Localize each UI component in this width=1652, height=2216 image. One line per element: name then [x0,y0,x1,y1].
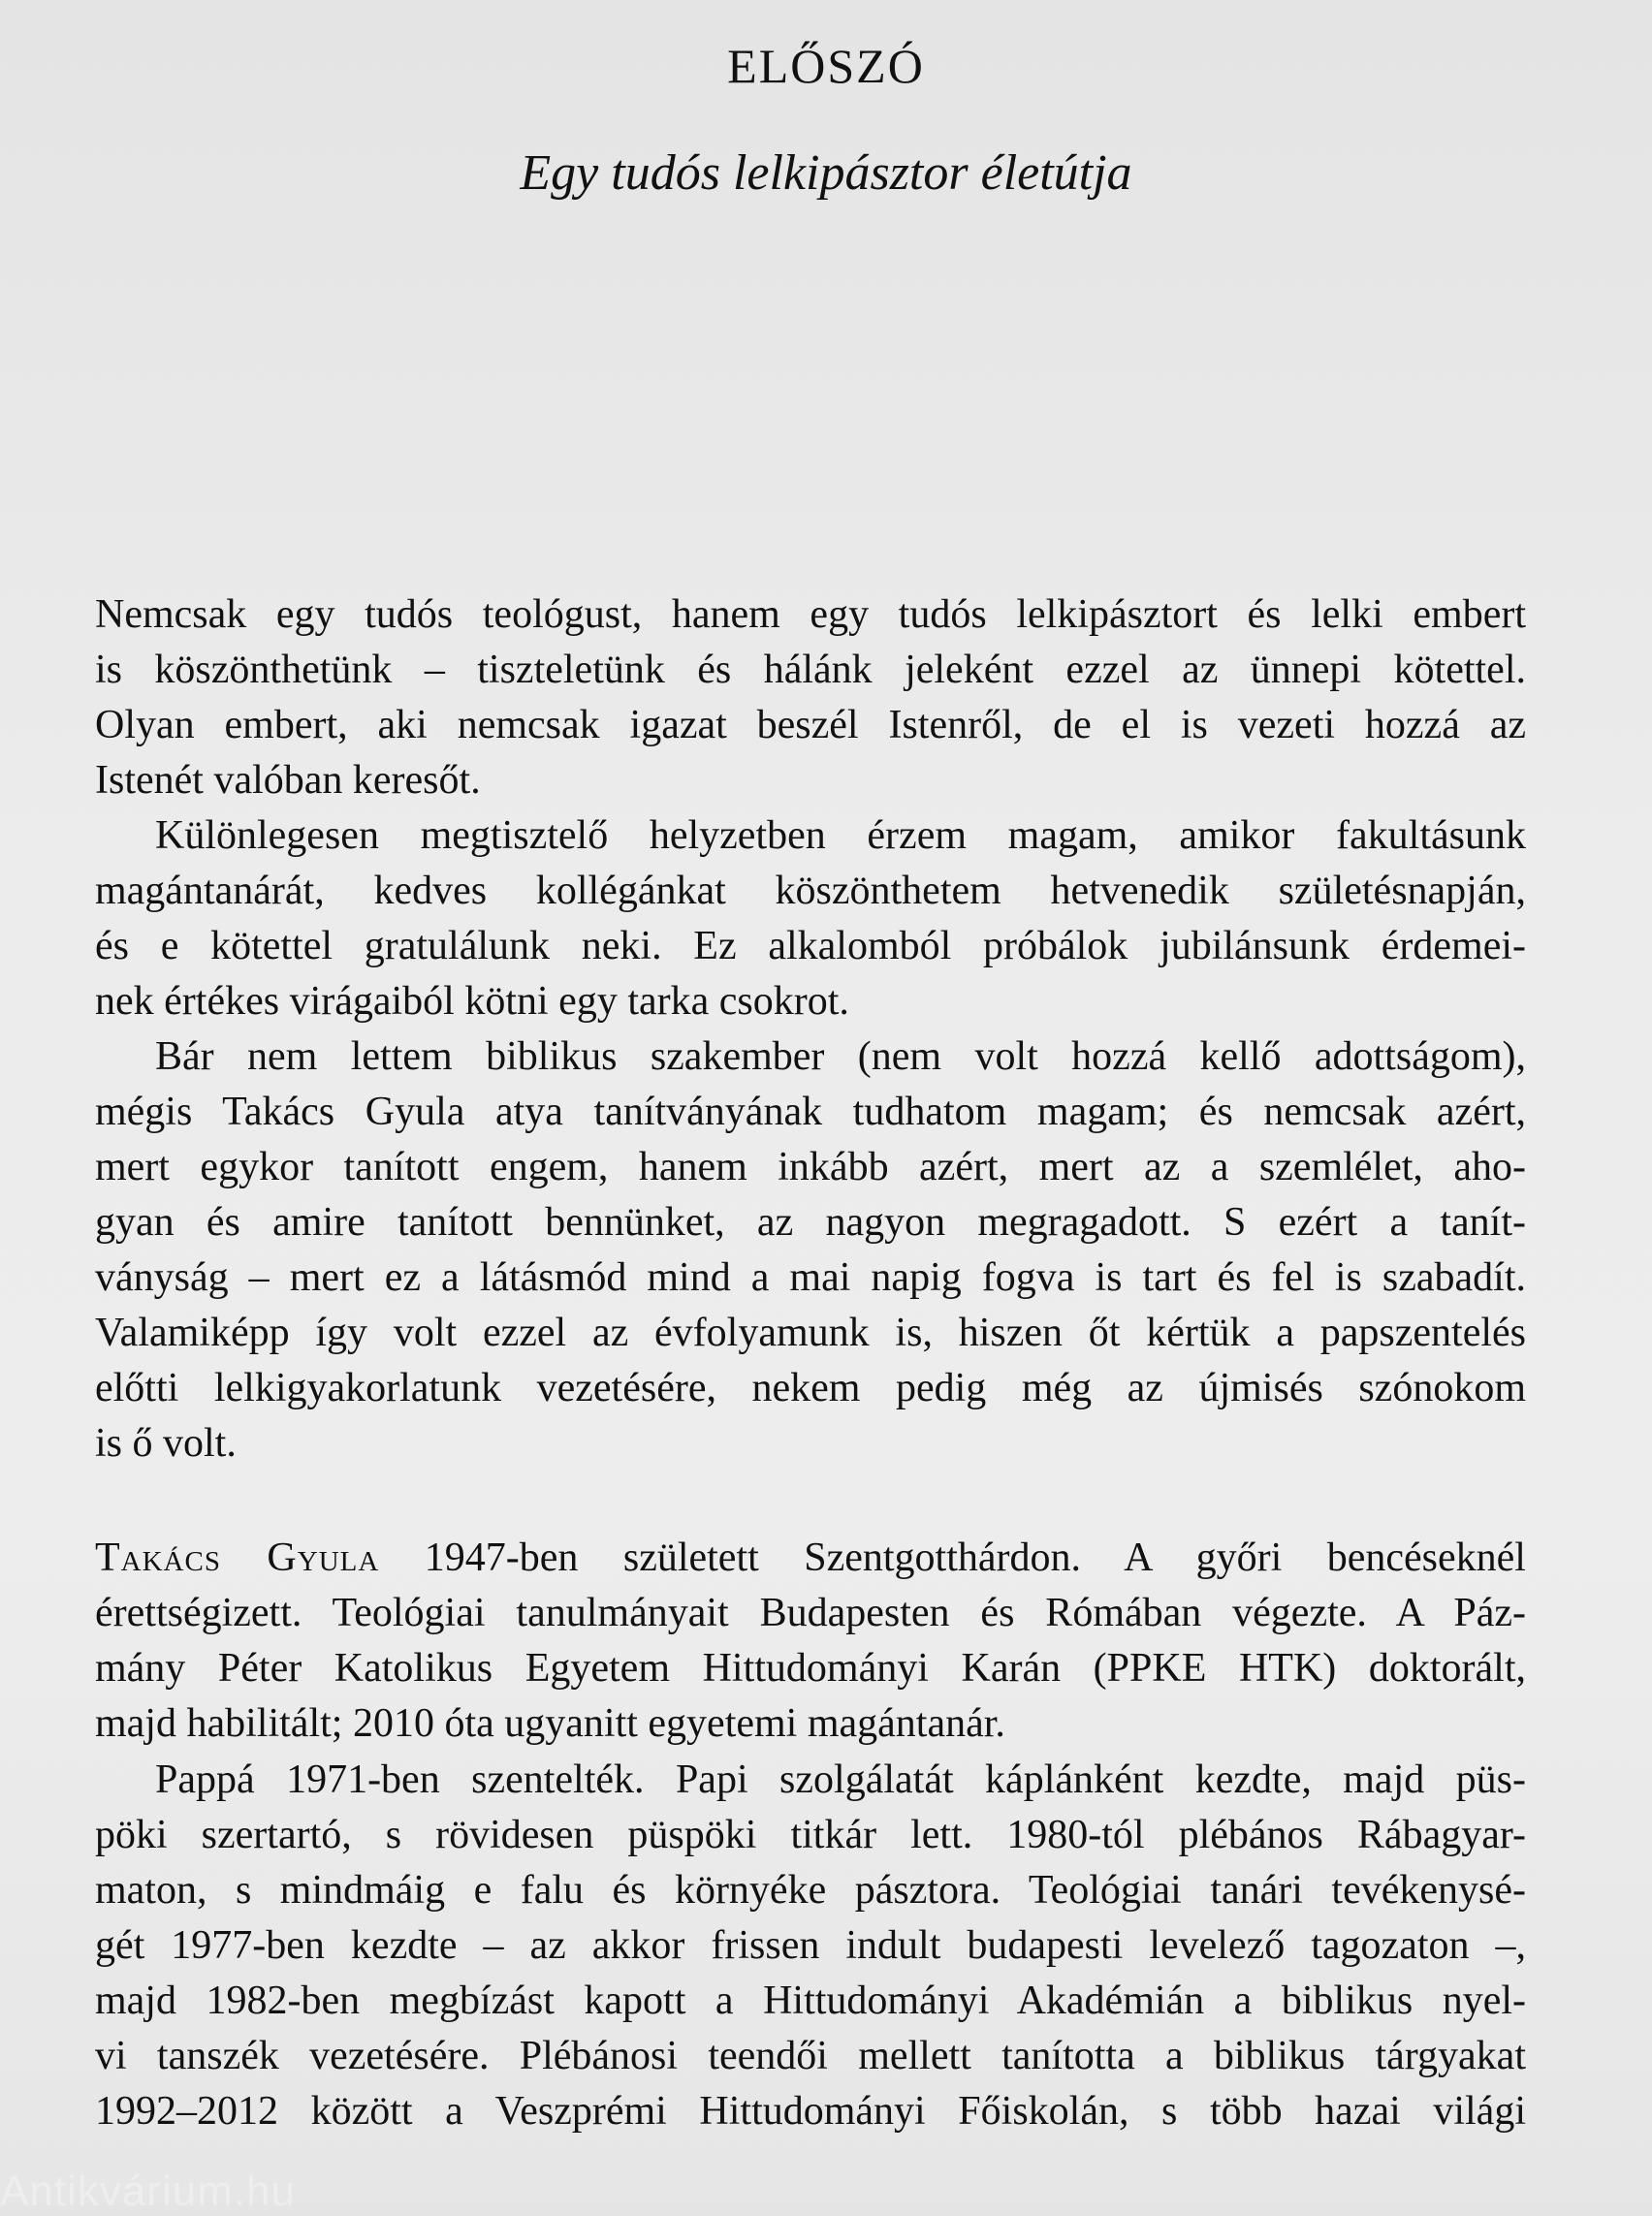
text-fragment: 1947-ben született Szentgotthárdon. A győri bencéseknél [379,1535,1526,1580]
text-line: Bár nem lettem biblikus szakember (nem volt hozzá kellő adottságom), [155,1034,1526,1079]
text-line: Különlegesen megtisztelő helyzetben érzem magam, amikor fakultásunk [155,813,1526,858]
text-line: is köszönthetünk – tiszteletünk és hálánk jeleként ezzel az ünnepi kötettel. [95,648,1526,692]
text-line: pöki szertartó, s rövidesen püspöki titkár lett. 1980-tól plébános Rábagyar- [95,1813,1526,1857]
text-line: Istenét valóban keresőt. [95,758,481,803]
paragraph-1 [95,587,1526,808]
text-line: előtti lelkigyakorlatunk vezetésére, nekem pedig még az újmisés szónokom [95,1366,1526,1410]
text-line: gét 1977-ben kezdte – az akkor frissen indult budapesti levelező tagozaton –, [95,1923,1526,1968]
text-line: magántanárát, kedves kollégánkat köszönthetem hetvenedik születésnapján, [95,869,1526,913]
text-line-first [95,1531,1526,1586]
paragraph-3 [95,1029,1526,1472]
text-line: érettségizett. Teológiai tanulmányait Budapesten és Rómában végezte. A Páz- [95,1591,1526,1635]
text-line: majd habilitált; 2010 óta ugyanitt egyetemi magántanár. [95,1701,1005,1746]
text-line: Pappá 1971-ben szentelték. Papi szolgálatát káplánként kezdte, majd püs- [155,1757,1526,1802]
chapter-subtitle: Egy tudós lelkipásztor életútja [520,145,1132,201]
text-line: ványság – mert ez a látásmód mind a mai napig fogva is tart és fel is szabadít. [95,1255,1526,1300]
text-line: vi tanszék vezetésére. Plébánosi teendői mellett tanította a biblikus tárgyakat [95,2034,1526,2078]
text-line: maton, s mindmáig e falu és környéke pásztora. Teológiai tanári tevékenysé- [95,1868,1526,1913]
text-line: Olyan embert, aki nemcsak igazat beszél Istenről, de el is vezeti hozzá az [95,703,1526,747]
chapter-title: ELŐSZÓ [727,39,925,93]
text-line: mert egykor tanított engem, hanem inkább azért, mert az a szemlélet, aho- [95,1145,1526,1189]
text-line: majd 1982-ben megbízást kapott a Hittudományi Akadémián a biblikus nyel- [95,1979,1526,2023]
paragraph-5 [95,1753,1526,2139]
person-name: Takács Gyula [95,1535,380,1580]
text-line: Valamiképp így volt ezzel az évfolyamunk is, hiszen őt kértük a papszentelés [95,1311,1526,1355]
text-line: gyan és amire tanított bennünket, az nagyon megragadott. S ezért a tanít- [95,1200,1526,1245]
paragraph-4 [95,1531,1526,1752]
text-line: és e kötettel gratulálunk neki. Ez alkalomból próbálok jubilánsunk érdemei- [95,924,1526,968]
watermark-text: Antikvárium.hu [0,2168,297,2215]
text-line: mégis Takács Gyula atya tanítványának tudhatom magam; és nemcsak azért, [95,1090,1526,1134]
text-line: is ő volt. [95,1421,237,1466]
text-line: 1992–2012 között a Veszprémi Hittudományi Főiskolán, s több hazai világi [95,2089,1526,2134]
text-line: Nemcsak egy tudós teológust, hanem egy tudós lelkipásztort és lelki embert [95,592,1526,637]
text-line: mány Péter Katolikus Egyetem Hittudományi Karán (PPKE HTK) doktorált, [95,1646,1526,1691]
text-line: nek értékes virágaiból kötni egy tarka csokrot. [95,979,849,1024]
paragraph-2 [95,808,1526,1029]
